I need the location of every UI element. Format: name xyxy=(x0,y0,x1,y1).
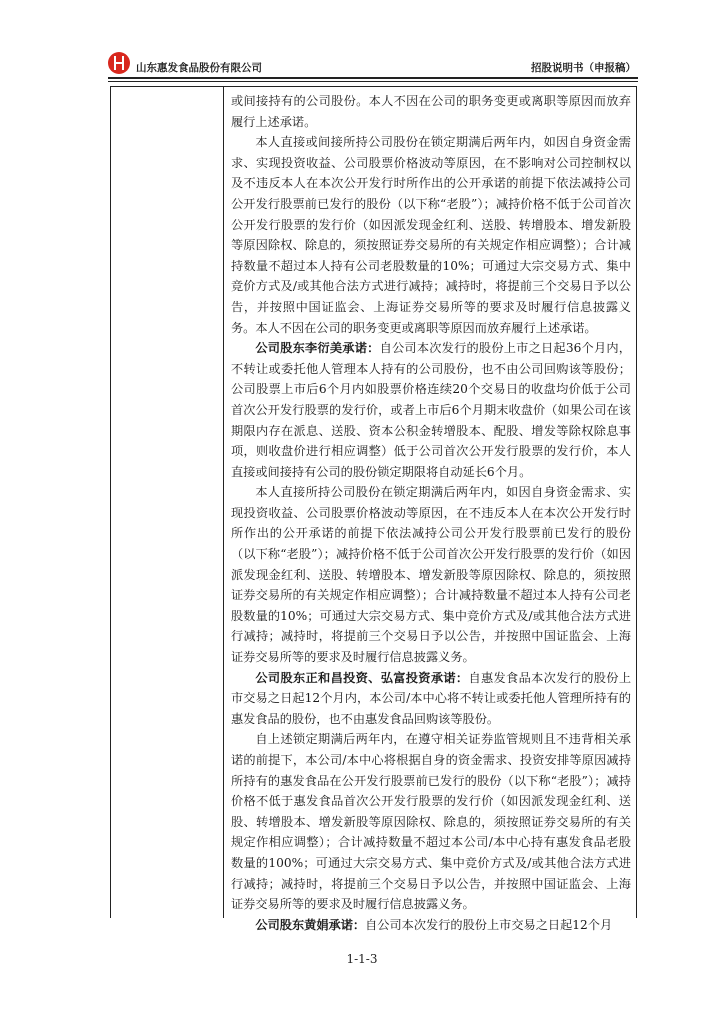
shareholder-label: 公司股东正和昌投资、弘富投资承诺： xyxy=(255,670,469,685)
page-number: 1-1-3 xyxy=(346,952,378,966)
paragraph: 公司股东李衍美承诺：自公司本次发行的股份上市之日起36个月内，不转让或委托他人管理本人持有的公司股份，也不由公司回购该等股份；公司股票上市后6个月内如股票价格连续20个交易日的收盘均价低于公司首次公开发行股票的发行价，或者上市后6个月期末收盘价（如果公司在该期限内存在派息、送股、资本公积金转增股本、配股、增发等除权除息事项，则收盘价进行相应调整）低于公司首次公开发行股票的发行价，本人直接或间接持有公司的股份锁定期限将自动延长6个月。 xyxy=(231,341,631,479)
table-content-cell xyxy=(231,91,631,935)
page-header xyxy=(108,50,638,80)
document-title: 招股说明书（申报稿） xyxy=(531,62,636,74)
paragraph: 公司股东黄娟承诺：自公司本次发行的股份上市交易之日起12个月 xyxy=(255,917,613,932)
company-logo-icon xyxy=(108,52,130,74)
table-left-column xyxy=(111,87,224,918)
header-rule-thin xyxy=(108,81,638,82)
header-rule xyxy=(108,77,638,79)
paragraph: 自上述锁定期满后两年内，在遵守相关证券监管规则且不违背相关承诺的前提下，本公司/本中心将根据自身的资金需求、投资安排等原因减持所持有的惠发食品在公开发行股票前已发行的股份（以下称“老股”）；减持价格不低于惠发食品首次公开发行股票的发行价（如因派发现金红利、送股、转增股本、增发新股等原因除权、除息的，须按照证券交易所的有关规定作相应调整）；合计减持数量不超过本公司/本中心持有惠发食品老股数量的100%；可通过大宗交易方式、集中竞价方式及/或其他合法方式进行减持；减持时，将提前三个交易日予以公告，并按照中国证监会、上海证券交易所等的要求及时履行信息披露义务。 xyxy=(231,732,631,912)
shareholder-label: 公司股东黄娟承诺： xyxy=(255,917,366,932)
commitment-table xyxy=(110,86,637,932)
paragraph: 或间接持有的公司股份。本人不因在公司的职务变更或离职等原因而放弃履行上述承诺。 xyxy=(231,94,631,129)
company-name: 山东惠发食品股份有限公司 xyxy=(136,62,262,74)
paragraph: 公司股东正和昌投资、弘富投资承诺：自惠发食品本次发行的股份上市交易之日起12个月内，本公司/本中心将不转让或委托他人管理所持有的惠发食品的股份，也不由惠发食品回购该等股份。 xyxy=(231,670,632,726)
paragraph: 本人直接所持公司股份在锁定期满后两年内，如因自身资金需求、实现投资收益、公司股票价格波动等原因，在不违反本人在本次公开发行时所作出的公开承诺的前提下依法减持公司公开发行股票前已发行的股份（以下称“老股”）；减持价格不低于公司首次公开发行股票的发行价（如因派发现金红利、送股、转增股本、增发新股等原因除权、除息的，须按照证券交易所的有关规定作相应调整）；合计减持数量不超过本人持有公司老股数量的10%；可通过大宗交易方式、集中竞价方式及/或其他合法方式进行减持；减持时，将提前三个交易日予以公告，并按照中国证监会、上海证券交易所等的要求及时履行信息披露义务。 xyxy=(231,485,631,665)
paragraph: 本人直接或间接所持公司股份在锁定期满后两年内，如因自身资金需求、实现投资收益、公司股票价格波动等原因，在不影响对公司控制权以及不违反本人在本次公开发行时所作出的公开承诺的前提下依法减持公司公开发行股票前已发行的股份（以下称“老股”）；减持价格不低于公司首次公开发行股票的发行价（如因派发现金红利、送股、转增股本、增发新股等原因除权、除息的，须按照证券交易所的有关规定作相应调整）；合计减持数量不超过本人持有公司老股数量的10%；可通过大宗交易方式、集中竞价方式及/或其他合法方式进行减持；减持时，将提前三个交易日予以公告，并按照中国证监会、上海证券交易所等的要求及时履行信息披露义务。本人不因在公司的职务变更或离职等原因而放弃履行上述承诺。 xyxy=(231,135,631,335)
shareholder-label: 公司股东李衍美承诺： xyxy=(255,341,380,356)
